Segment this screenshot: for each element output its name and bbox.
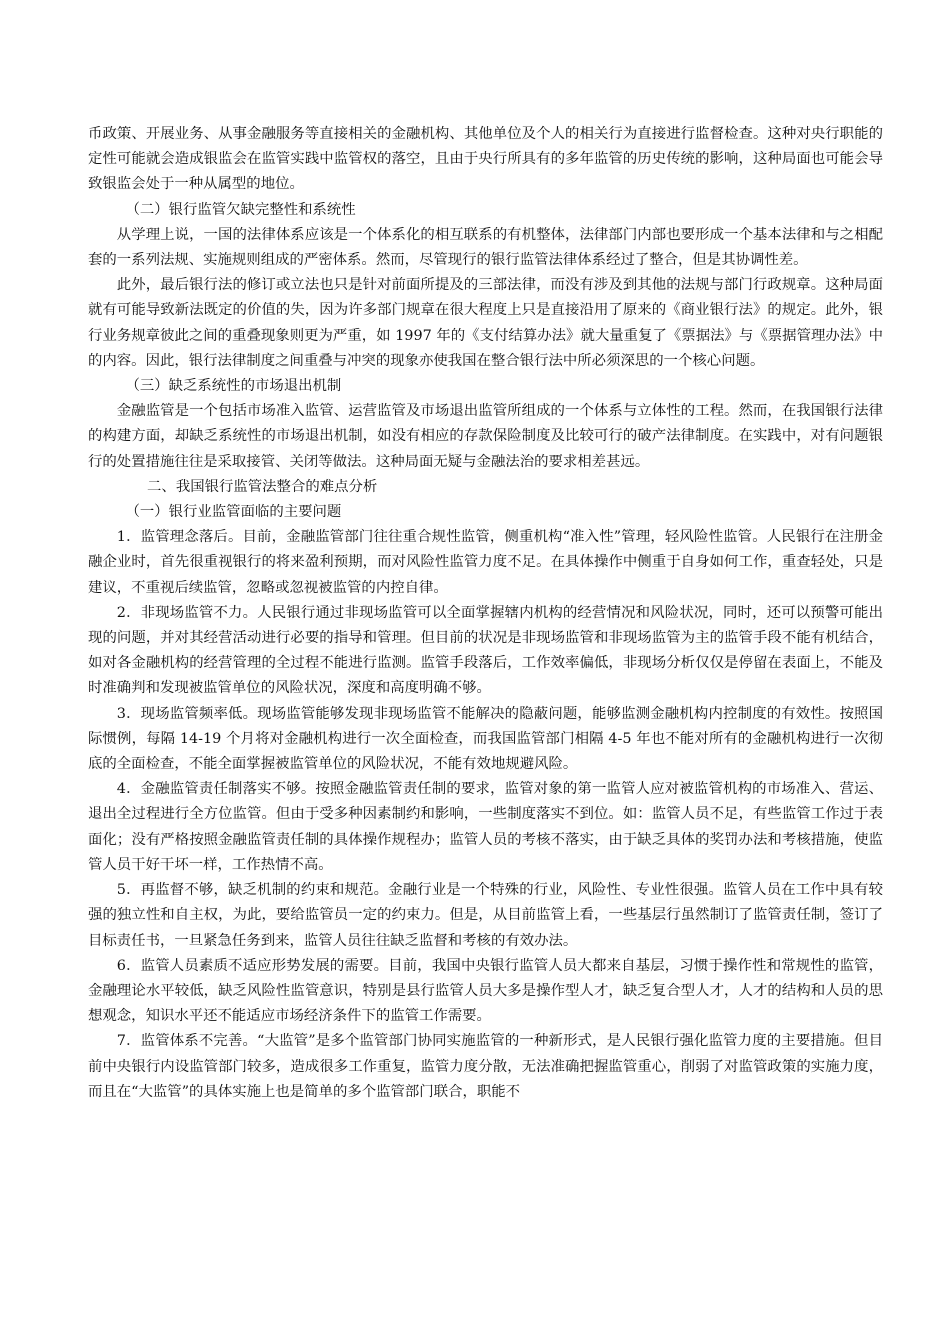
section-heading-3: （三）缺乏系统性的市场退出机制: [125, 378, 342, 395]
section-heading-2: （二）银行监管欠缺完整性和系统性: [125, 201, 356, 218]
paragraph: 从学理上说，一国的法律体系应该是一个体系化的相互联系的有机整体，法律部门内部也要形成一个基本法律和与之相配套的一系列法规、实施规则组成的严密体系。然而，尽管现行的银行监管法律体系经过了整合，但是其协调性差。: [88, 226, 883, 269]
paragraph-continuation: 币政策、开展业务、从事金融服务等直接相关的金融机构、其他单位及个人的相关行为直接进行监督检查。这种对央行职能的定性可能就会造成银监会在监管实践中监管权的落空，且由于央行所具有的多年监管的历史传统的影响，这种局面也可能会导致银监会处于一种从属型的地位。: [88, 126, 883, 193]
chapter-heading: 二、我国银行监管法整合的难点分析: [147, 478, 378, 495]
list-item-3: 3．现场监管频率低。现场监管能够发现非现场监管不能解决的隐蔽问题，能够监测金融机构内控制度的有效性。按照国际惯例，每隔 14-19 个月将对金融机构进行一次全面检查，而我国监管部门相隔 4-5 年也不能对所有的金融机构进行一次彻底的全面检查，不能全面掌握被监管单位的风险状况，不能有效地规避风险。: [88, 705, 883, 773]
list-item-4: 4．金融监管责任制落实不够。按照金融监管责任制的要求，监管对象的第一监管人应对被监管机构的市场准入、营运、退出全过程进行全方位监管。但由于受多种因素制约和影响，一些制度落实不到位。如：监管人员不足，有些监管工作过于表面化；没有严格按照金融监管责任制的具体操作规程办；监管人员的考核不落实，由于缺乏具体的奖罚办法和考核措施，使监管人员干好干坏一样，工作热情不高。: [88, 781, 883, 873]
document-page: [88, 122, 883, 1105]
list-item-1: 1．监管理念落后。目前，金融监管部门往往重合规性监管，侧重机构“准入性”管理，轻风险性监管。人民银行在注册金融企业时，首先很重视银行的将来盈利预期，而对风险性监管力度不足。在具体操作中侧重于自身如何工作，重查轻处，只是建议，不重视后续监管，忽略或忽视被监管的内控自律。: [88, 529, 883, 596]
paragraph: 金融监管是一个包括市场准入监管、运营监管及市场退出监管所组成的一个体系与立体性的工程。然而，在我国银行法律的构建方面，却缺乏系统性的市场退出机制，如没有相应的存款保险制度及比较可行的破产法律制度。在实践中，对有问题银行的处置措施往往是采取接管、关闭等做法。这种局面无疑与金融法治的要求相差甚远。: [88, 403, 883, 470]
list-item-7: 7．监管体系不完善。“大监管”是多个监管部门协同实施监管的一种新形式，是人民银行强化监管力度的主要措施。但目前中央银行内设监管部门较多，造成很多工作重复，监管力度分散，无法准确把握监管重心，削弱了对监管政策的实施力度，而且在“大监管”的具体实施上也是简单的多个监管部门联合，职能不: [88, 1033, 883, 1100]
list-item-5: 5．再监督不够，缺乏机制的约束和规范。金融行业是一个特殊的行业，风险性、专业性很强。监管人员在工作中具有较强的独立性和自主权，为此，要给监管员一定的约束力。但是，从目前监管上看，一些基层行虽然制订了监管责任制，签订了目标责任书，一旦紧急任务到来，监管人员往往缺乏监督和考核的有效办法。: [88, 882, 883, 949]
paragraph: 此外，最后银行法的修订或立法也只是针对前面所提及的三部法律，而没有涉及到其他的法规与部门行政规章。这种局面就有可能导致新法既定的价值的失，因为许多部门规章在很大程度上只是直接沿用了原来的《商业银行法》的规定。此外，银行业务规章彼此之间的重叠现象则更为严重，如 1997 年的《支付结算办法》就大量重复了《票据法》与《票据管理办法》中的内容。因此，银行法律制度之间重叠与冲突的现象亦使我国在整合银行法中所必须深思的一个核心问题。: [88, 277, 883, 369]
section-heading-1: （一）银行业监管面临的主要问题: [125, 504, 342, 521]
list-item-6: 6．监管人员素质不适应形势发展的需要。目前，我国中央银行监管人员大都来自基层，习惯于操作性和常规性的监管，金融理论水平较低，缺乏风险性监管意识，特别是县行监管人员大多是操作型人才，缺乏复合型人才，人才的结构和人员的思想观念，知识水平还不能适应市场经济条件下的监管工作需要。: [88, 957, 883, 1025]
list-item-2: 2．非现场监管不力。人民银行通过非现场监管可以全面掌握辖内机构的经营情况和风险状况，同时，还可以预警可能出现的问题，并对其经营活动进行必要的指导和管理。但目前的状况是非现场监管和非现场监管为主的监管手段不能有机结合，如对各金融机构的经营管理的全过程不能进行监测。监管手段落后，工作效率偏低，非现场分析仅仅是停留在表面上，不能及时准确判和发现被监管单位的风险状况，深度和高度明确不够。: [88, 604, 883, 697]
